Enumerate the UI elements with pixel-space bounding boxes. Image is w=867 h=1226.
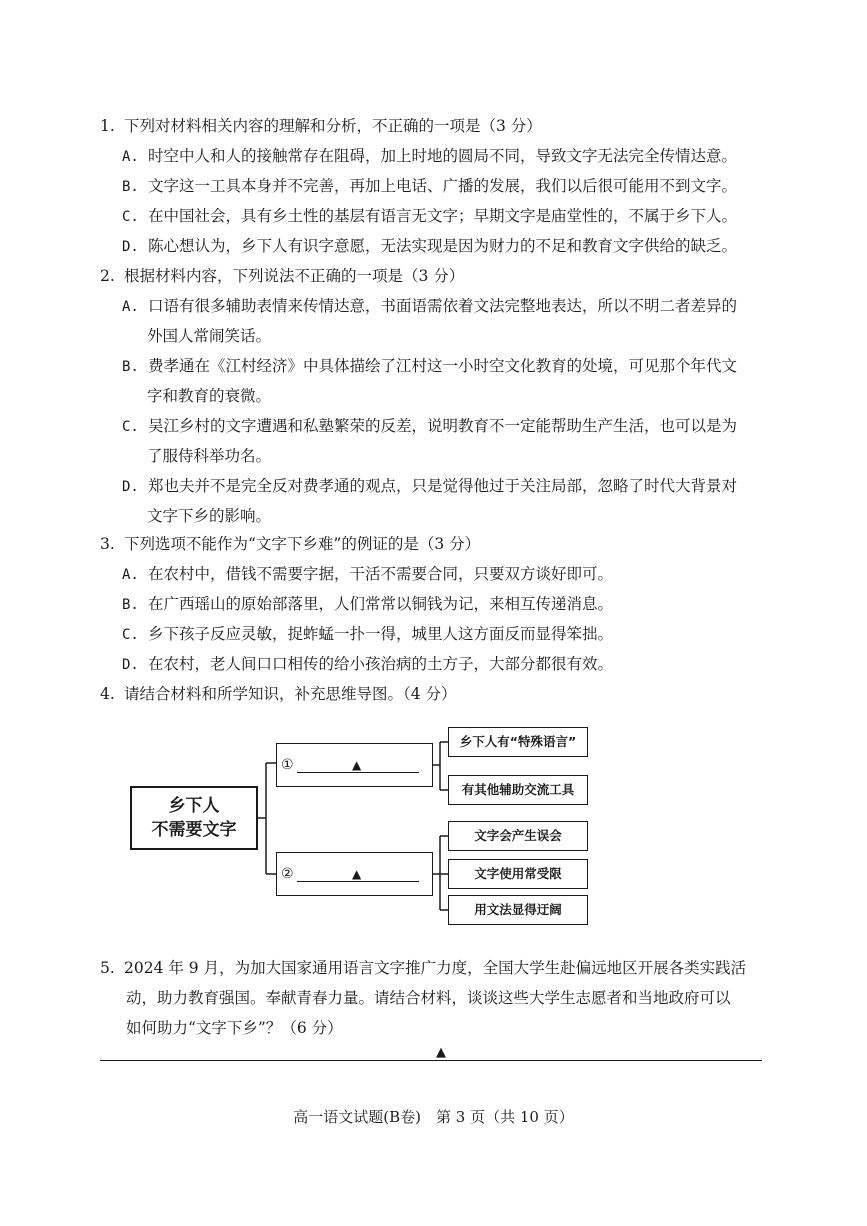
question-text: 根据材料内容，下列说法不正确的一项是（3 分） [124,267,465,285]
option-text: 在中国社会，具有乡土性的基层有语言无文字；早期文字是庙堂性的，不属于乡下人。 [148,207,738,225]
slot-2-marker: ② [281,866,294,882]
question-5-line-3: 如何助力“文字下乡”？（6 分） [126,1019,343,1037]
leaf-misunderstanding: 文字会产生误会 [448,821,588,851]
question-text: 下列对材料相关内容的理解和分析，不正确的一项是（3 分） [124,117,542,135]
option-letter: B. [122,359,139,375]
option-text: 在广西瑶山的原始部落里，人们常常以铜钱为记，来相互传递消息。 [148,595,614,613]
blank-triangle-icon: ▲ [352,758,362,772]
slot-1-marker: ① [281,757,294,773]
answer-blank-1[interactable] [297,772,419,773]
option-text: 口语有很多辅助表情来传情达意，书面语需依着文法完整地表达，所以不明二者差异的 [148,297,738,315]
blank-triangle-icon: ▲ [352,867,362,881]
question-number: 3. [100,535,115,553]
option-text: 在农村中，借钱不需要字据，干活不需要合同，只要双方谈好即可。 [148,565,614,583]
option-text: 时空中人和人的接触常存在阻碍，加上时地的圆局不同，导致文字无法完全传情达意。 [148,147,738,165]
option-letter: D. [122,657,139,673]
option-letter: D. [122,239,139,255]
question-5-line-1 [100,953,746,983]
answer-triangle-icon: ▲ [436,1045,446,1060]
option-text: 乡下孩子反应灵敏，捉蚱蜢一扑一得，城里人这方面反而显得笨拙。 [148,625,614,643]
q2-option-d-continued: 文字下乡的影响。 [147,507,272,525]
question-number: 2. [100,267,115,285]
option-letter: C. [122,419,139,435]
question-text: 请结合材料和所学知识，补充思维导图。（4 分） [124,685,457,703]
q2-option-a-continued: 外国人常闹笑话。 [147,327,272,345]
answer-blank-2[interactable] [297,881,419,882]
answer-line[interactable] [100,1060,762,1061]
question-number: 5. [100,959,115,977]
option-letter: C. [122,627,139,643]
option-letter: D. [122,479,139,495]
option-letter: C. [122,209,139,225]
leaf-special-language: 乡下人有“特殊语言” [448,727,588,757]
root-line-1: 乡下人 [168,796,220,816]
option-letter: A. [122,149,139,165]
leaf-limited-use: 文字使用常受限 [448,859,588,889]
root-line-2: 不需要文字 [151,820,237,840]
question-number: 1. [100,117,115,135]
question-text: 2024 年 9 月，为加大国家通用语言文字推广力度，全国大学生赴偏远地区开展各类实践活 [124,959,747,977]
option-text: 文字这一工具本身并不完善，再加上电话、广播的发展，我们以后很可能用不到文字。 [148,177,738,195]
option-text: 吴江乡村的文字遭遇和私塾繁荣的反差，说明教育不一定能帮助生产生活，也可以是为 [148,417,738,435]
option-text: 陈心想认为，乡下人有识字意愿，无法实现是因为财力的不足和教育文字供给的缺乏。 [148,237,738,255]
q2-option-c-continued: 了服侍科举功名。 [147,447,272,465]
mind-map-root [130,786,258,850]
q2-option-b-continued: 字和教育的衰微。 [147,387,272,405]
page-footer: 高一语文试题(B卷) 第 3 页（共 10 页） [293,1108,574,1126]
option-letter: A. [122,567,139,583]
option-text: 在农村，老人间口口相传的给小孩治病的土方子，大部分都很有效。 [148,655,614,673]
option-text: 郑也夫并不是完全反对费孝通的观点，只是觉得他过于关注局部，忽略了时代大背景对 [148,477,738,495]
question-5-line-2: 动，助力教育强国。奉献青春力量。请结合材料，谈谈这些大学生志愿者和当地政府可以 [126,989,731,1007]
leaf-other-tools: 有其他辅助交流工具 [448,775,588,805]
question-number: 4. [100,685,115,703]
option-letter: B. [122,597,139,613]
option-text: 费孝通在《江村经济》中具体描绘了江村这一小时空文化教育的处境，可见那个年代文 [148,357,738,375]
question-text: 下列选项不能作为“文字下乡难”的例证的是（3 分） [124,535,481,553]
leaf-grammar-pedantic: 用文法显得迂阔 [448,895,588,925]
option-letter: A. [122,299,139,315]
option-letter: B. [122,179,139,195]
